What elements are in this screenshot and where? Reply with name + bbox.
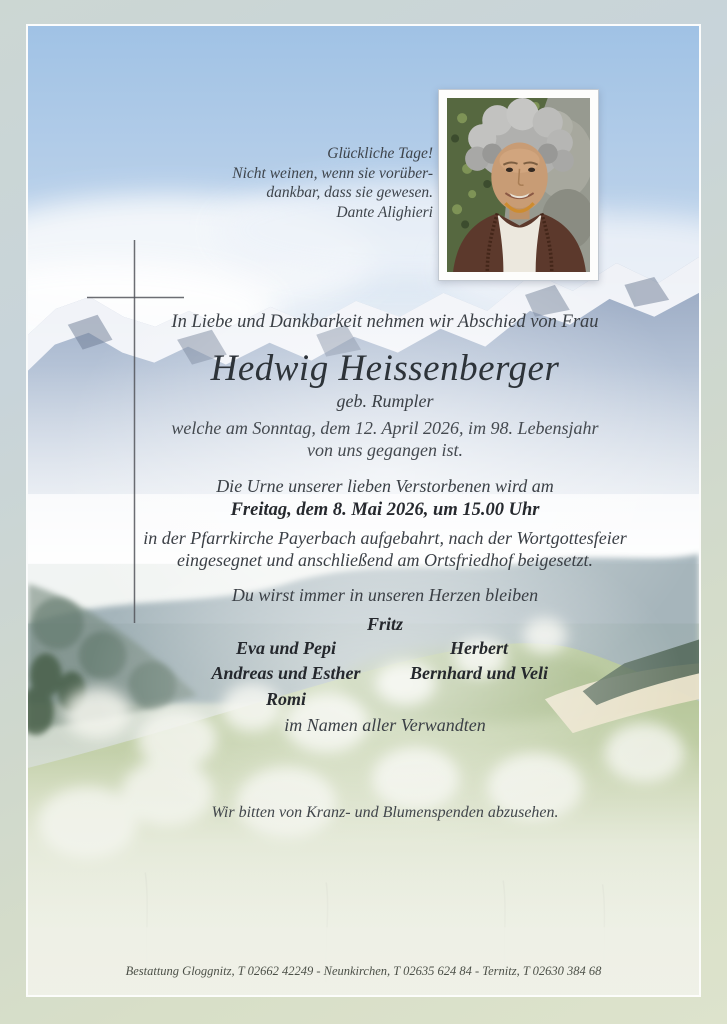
urn-intro-line: Die Urne unserer lieben Verstorbenen wird am [216, 476, 554, 496]
deceased-portrait [447, 98, 590, 272]
funeral-home-footer: Bestattung Gloggnitz, T 02662 42249 - Neunkirchen, T 02635 624 84 - Ternitz, T 02630 384 68 [125, 964, 602, 978]
maiden-name: geb. Rumpler [336, 391, 434, 411]
service-line-2: eingesegnet und anschließend am Ortsfriedhof beigesetzt. [177, 550, 593, 570]
mourners-closing: im Namen aller Verwandten [284, 715, 486, 735]
intro-line: In Liebe und Dankbarkeit nehmen wir Abschied von Frau [171, 312, 599, 332]
passing-line-2: von uns gegangen ist. [307, 440, 463, 460]
passing-line-1: welche am Sonntag, dem 12. April 2026, im 98. Lebensjahr [171, 418, 599, 438]
quote-attribution: Dante Alighieri [336, 203, 433, 221]
service-line-1: in der Pfarrkirche Payerbach aufgebahrt, nach der Wortgottesfeier [143, 528, 627, 548]
mourner-left-1: Eva und Pepi [235, 638, 336, 658]
farewell-line: Du wirst immer in unseren Herzen bleiben [231, 585, 539, 605]
service-datetime: Freitag, dem 8. Mai 2026, um 15.00 Uhr [230, 500, 540, 520]
mourner-right-2: Bernhard und Veli [409, 663, 549, 683]
mourner-chief: Fritz [366, 614, 404, 634]
quote-block [232, 144, 433, 222]
mourner-left-3: Romi [265, 689, 306, 709]
mourner-right-1: Herbert [450, 638, 508, 658]
service-lines [85, 527, 685, 571]
deceased-name: Hedwig Heissenberger [210, 348, 560, 389]
portrait-photo-frame [438, 89, 599, 281]
quote-line-3: dankbar, dass sie gewesen. [266, 184, 433, 201]
donation-note: Wir bitten von Kranz- und Blumenspenden abzusehen. [211, 804, 559, 821]
quote-line-1: Glückliche Tage! [327, 145, 433, 162]
quote-line-2: Nicht weinen, wenn sie vorüber- [232, 164, 433, 182]
mourner-left-2: Andreas und Esther [211, 663, 361, 683]
passing-lines [85, 417, 685, 461]
